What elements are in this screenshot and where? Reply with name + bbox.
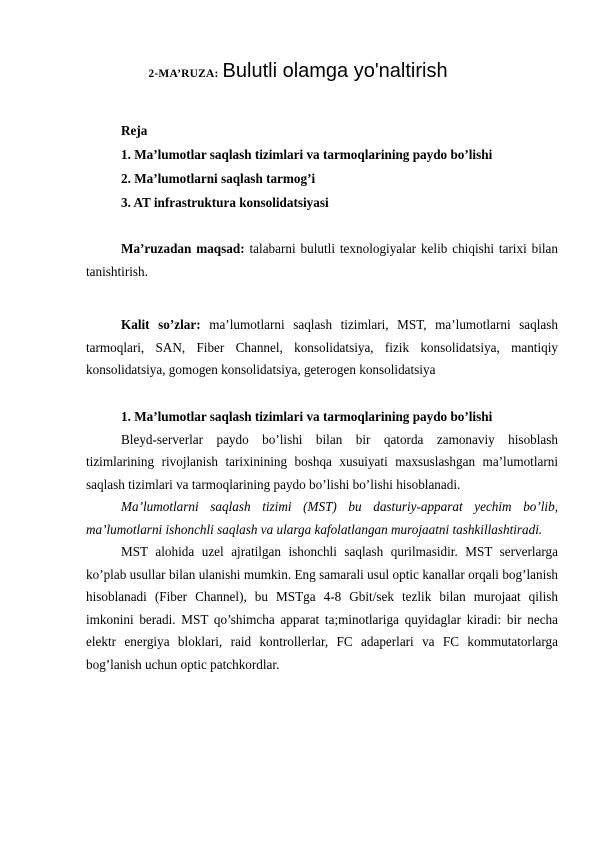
lecture-number: 2-MA’RUZA: — [148, 68, 219, 80]
plan-item-1: 1. Ma’lumotlar saqlash tizimlari va tarmoqlarining paydo bo’lishi — [121, 147, 493, 162]
section-1-heading: 1. Ma’lumotlar saqlash tizimlari va tarmoqlarining paydo bo’lishi — [121, 409, 493, 424]
goal-paragraph — [86, 238, 558, 283]
plan-heading: Reja — [121, 123, 148, 138]
section-1-paragraph-1: Bleyd-serverlar paydo bo’lishi bilan bir qatorda zamonaviy hisoblash tizimlarining rivojlanish tarixinining boshqa xusuiyati maxsuslashgan ma’lumotlarni saqlash tizimlari va tarmoqlarining paydo bo’lishi bo’lishi hisoblanadi. — [86, 431, 558, 492]
keywords-paragraph — [86, 314, 558, 382]
lecture-title — [0, 56, 596, 89]
goal-text: talabarni bulutli texnologiyalar kelib chiqishi tarixi bilan tanishtirish. — [86, 241, 559, 279]
plan-item-2: 2. Ma’lumotlarni saqlash tarmog’i — [121, 171, 316, 186]
plan-item-3: 3. AT infrastruktura konsolidatsiyasi — [121, 195, 329, 210]
section-1-paragraph-2: Ma’lumotlarni saqlash tizimi (MST) bu dasturiy-apparat yechim bo’lib, ma’lumotlarni ishonchli saqlash va ularga kafolatlangan murojaatni tashkillashtiradi. — [86, 499, 558, 537]
section-1 — [86, 406, 558, 676]
goal-label: Ma’ruzadan maqsad: — [121, 241, 245, 256]
keywords-text: ma’lumotlarni saqlash tizimlari, MST, ma’lumotlarni saqlash tarmoqlari, SAN, Fiber Channel, konsolidatsiya, fizik konsolidatsiya, mantiqiy konsolidatsiya, gomogen konsolidatsiya, geterogen konsolidatsiya — [86, 317, 558, 377]
keywords-label: Kalit so’zlar: — [121, 317, 201, 332]
section-1-paragraph-3: MST alohida uzel ajratilgan ishonchli saqlash qurilmasidir. MST serverlarga ko’plab usullar bilan ulanishi mumkin. Eng samarali usul optic kanallar orqali bog’lanish hisoblanadi (Fiber Channel), bu MSTga 4-8 Gbit/sek tezlik bilan murojaat qilish imkonini beradi. MST qo’shimcha apparat ta;minotlariga quyidaglar kiradi: bir necha elektr energiya bloklari, raid kontrollerlar, FC adaperlari va FC kommutatorlarga bog’lanish uchun optic patchkordlar. — [86, 544, 558, 672]
lecture-topic: Bulutli olamga yo'naltirish — [222, 60, 448, 82]
